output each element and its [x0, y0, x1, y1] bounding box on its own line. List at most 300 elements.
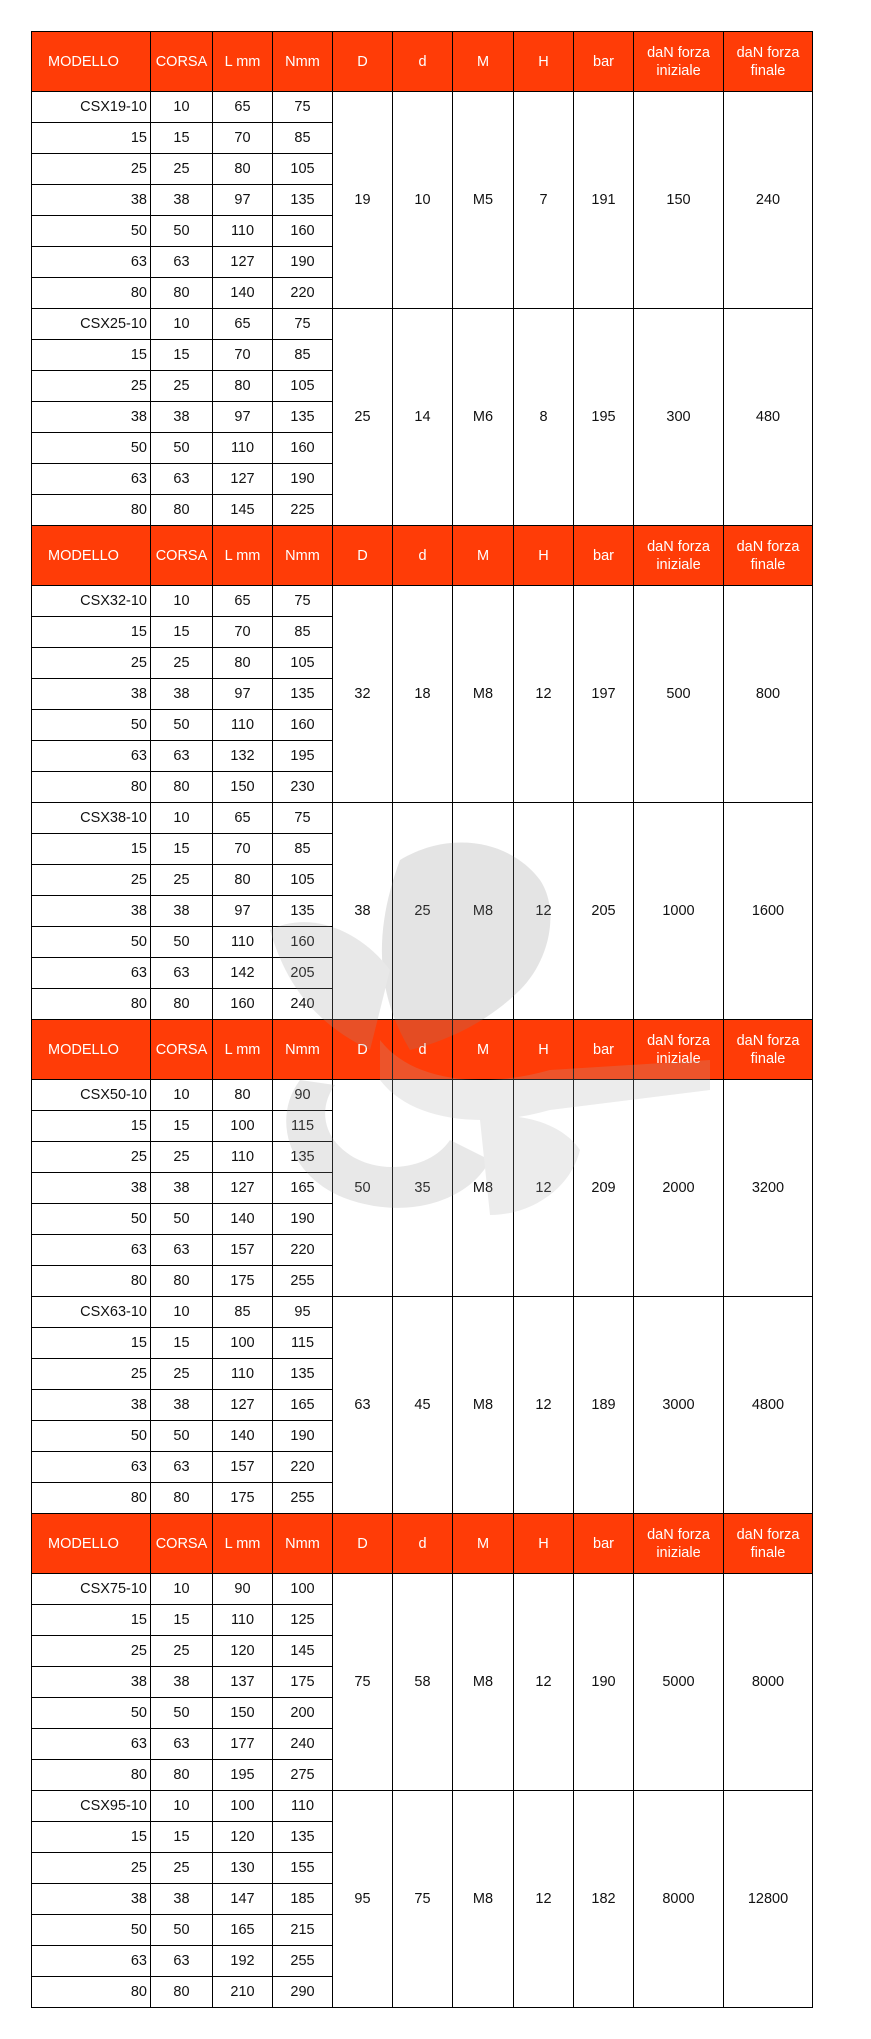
nmm-cell: 135 — [273, 1359, 333, 1390]
model-stroke-cell: 80 — [32, 772, 151, 803]
nmm-cell: 200 — [273, 1698, 333, 1729]
l-mm-cell: 127 — [213, 247, 273, 278]
model-stroke-cell: 25 — [32, 154, 151, 185]
l-mm-cell: 142 — [213, 958, 273, 989]
nmm-cell: 75 — [273, 309, 333, 340]
spec-m-cell: M5 — [453, 92, 514, 309]
nmm-cell: 175 — [273, 1667, 333, 1698]
spec-d-cell: 25 — [393, 803, 453, 1020]
nmm-cell: 85 — [273, 340, 333, 371]
corsa-cell: 25 — [151, 1853, 213, 1884]
corsa-cell: 25 — [151, 648, 213, 679]
l-mm-cell: 145 — [213, 495, 273, 526]
corsa-cell: 10 — [151, 92, 213, 123]
model-stroke-cell: 63 — [32, 464, 151, 495]
l-mm-cell: 132 — [213, 741, 273, 772]
nmm-cell: 230 — [273, 772, 333, 803]
l-mm-cell: 85 — [213, 1297, 273, 1328]
spec-ff-cell: 12800 — [724, 1791, 813, 2008]
corsa-cell: 38 — [151, 679, 213, 710]
l-mm-cell: 110 — [213, 1605, 273, 1636]
l-mm-cell: 127 — [213, 1173, 273, 1204]
l-mm-cell: 70 — [213, 834, 273, 865]
corsa-cell: 25 — [151, 1636, 213, 1667]
model-stroke-cell: 50 — [32, 1421, 151, 1452]
nmm-cell: 255 — [273, 1266, 333, 1297]
spec-d-cell: 95 — [333, 1791, 393, 2008]
nmm-cell: 185 — [273, 1884, 333, 1915]
corsa-cell: 15 — [151, 1111, 213, 1142]
header-cell: bar — [574, 1514, 634, 1574]
l-mm-cell: 130 — [213, 1853, 273, 1884]
model-stroke-cell: 63 — [32, 1452, 151, 1483]
spec-ff-cell: 1600 — [724, 803, 813, 1020]
l-mm-cell: 80 — [213, 154, 273, 185]
nmm-cell: 215 — [273, 1915, 333, 1946]
spec-table — [31, 31, 813, 2008]
l-mm-cell: 65 — [213, 309, 273, 340]
nmm-cell: 110 — [273, 1791, 333, 1822]
corsa-cell: 25 — [151, 1359, 213, 1390]
l-mm-cell: 120 — [213, 1822, 273, 1853]
corsa-cell: 50 — [151, 1698, 213, 1729]
header-cell: MODELLO — [32, 32, 151, 92]
table-row — [32, 1574, 813, 1605]
spec-d-cell: 25 — [333, 309, 393, 526]
header-cell: bar — [574, 526, 634, 586]
model-stroke-cell: 25 — [32, 1853, 151, 1884]
spec-ff-cell: 800 — [724, 586, 813, 803]
header-cell: d — [393, 32, 453, 92]
nmm-cell: 145 — [273, 1636, 333, 1667]
header-cell: bar — [574, 32, 634, 92]
corsa-cell: 80 — [151, 989, 213, 1020]
corsa-cell: 80 — [151, 1977, 213, 2008]
nmm-cell: 160 — [273, 433, 333, 464]
spec-d-cell: 45 — [393, 1297, 453, 1514]
model-stroke-cell: 80 — [32, 989, 151, 1020]
model-cell: CSX75-10 — [32, 1574, 151, 1605]
model-stroke-cell: 80 — [32, 1266, 151, 1297]
l-mm-cell: 110 — [213, 433, 273, 464]
nmm-cell: 135 — [273, 679, 333, 710]
table-row — [32, 803, 813, 834]
spec-d-cell: 14 — [393, 309, 453, 526]
model-stroke-cell: 80 — [32, 1977, 151, 2008]
header-cell: L mm — [213, 1020, 273, 1080]
l-mm-cell: 150 — [213, 772, 273, 803]
model-stroke-cell: 50 — [32, 216, 151, 247]
spec-h-cell: 8 — [514, 309, 574, 526]
header-cell: CORSA — [151, 526, 213, 586]
corsa-cell: 80 — [151, 278, 213, 309]
model-stroke-cell: 38 — [32, 679, 151, 710]
model-stroke-cell: 25 — [32, 1359, 151, 1390]
l-mm-cell: 80 — [213, 648, 273, 679]
model-cell: CSX50-10 — [32, 1080, 151, 1111]
table-row — [32, 1080, 813, 1111]
l-mm-cell: 157 — [213, 1235, 273, 1266]
l-mm-cell: 157 — [213, 1452, 273, 1483]
spec-d-cell: 75 — [393, 1791, 453, 2008]
header-cell: D — [333, 1514, 393, 1574]
corsa-cell: 15 — [151, 123, 213, 154]
header-cell: L mm — [213, 1514, 273, 1574]
model-stroke-cell: 63 — [32, 1235, 151, 1266]
header-cell: L mm — [213, 526, 273, 586]
header-cell: daN forza iniziale — [634, 526, 724, 586]
spec-bar-cell: 195 — [574, 309, 634, 526]
spec-bar-cell: 182 — [574, 1791, 634, 2008]
model-cell: CSX38-10 — [32, 803, 151, 834]
l-mm-cell: 100 — [213, 1111, 273, 1142]
table-row — [32, 1297, 813, 1328]
header-cell: MODELLO — [32, 526, 151, 586]
header-cell: Nmm — [273, 32, 333, 92]
table-header-row — [32, 1020, 813, 1080]
spec-fi-cell: 300 — [634, 309, 724, 526]
nmm-cell: 85 — [273, 617, 333, 648]
spec-h-cell: 12 — [514, 586, 574, 803]
header-cell: M — [453, 526, 514, 586]
model-stroke-cell: 15 — [32, 617, 151, 648]
nmm-cell: 115 — [273, 1328, 333, 1359]
nmm-cell: 75 — [273, 803, 333, 834]
header-cell: D — [333, 526, 393, 586]
model-stroke-cell: 50 — [32, 433, 151, 464]
corsa-cell: 63 — [151, 958, 213, 989]
corsa-cell: 15 — [151, 1605, 213, 1636]
header-cell: MODELLO — [32, 1514, 151, 1574]
l-mm-cell: 97 — [213, 679, 273, 710]
header-cell: D — [333, 32, 393, 92]
nmm-cell: 105 — [273, 154, 333, 185]
spec-fi-cell: 3000 — [634, 1297, 724, 1514]
model-stroke-cell: 38 — [32, 185, 151, 216]
header-cell: H — [514, 526, 574, 586]
corsa-cell: 10 — [151, 1080, 213, 1111]
corsa-cell: 38 — [151, 185, 213, 216]
model-stroke-cell: 25 — [32, 865, 151, 896]
header-cell: D — [333, 1020, 393, 1080]
spec-m-cell: M8 — [453, 1791, 514, 2008]
l-mm-cell: 165 — [213, 1915, 273, 1946]
nmm-cell: 100 — [273, 1574, 333, 1605]
corsa-cell: 50 — [151, 1421, 213, 1452]
nmm-cell: 255 — [273, 1946, 333, 1977]
spec-bar-cell: 190 — [574, 1574, 634, 1791]
nmm-cell: 95 — [273, 1297, 333, 1328]
l-mm-cell: 70 — [213, 123, 273, 154]
l-mm-cell: 110 — [213, 1142, 273, 1173]
l-mm-cell: 160 — [213, 989, 273, 1020]
corsa-cell: 80 — [151, 495, 213, 526]
nmm-cell: 75 — [273, 92, 333, 123]
corsa-cell: 25 — [151, 371, 213, 402]
spec-fi-cell: 1000 — [634, 803, 724, 1020]
spec-h-cell: 7 — [514, 92, 574, 309]
header-cell: daN forza finale — [724, 32, 813, 92]
spec-fi-cell: 8000 — [634, 1791, 724, 2008]
corsa-cell: 50 — [151, 710, 213, 741]
nmm-cell: 135 — [273, 1142, 333, 1173]
header-cell: M — [453, 32, 514, 92]
corsa-cell: 25 — [151, 865, 213, 896]
header-cell: d — [393, 526, 453, 586]
nmm-cell: 105 — [273, 371, 333, 402]
corsa-cell: 50 — [151, 927, 213, 958]
spec-ff-cell: 4800 — [724, 1297, 813, 1514]
nmm-cell: 190 — [273, 1204, 333, 1235]
spec-bar-cell: 205 — [574, 803, 634, 1020]
spec-d-cell: 58 — [393, 1574, 453, 1791]
spec-fi-cell: 5000 — [634, 1574, 724, 1791]
model-stroke-cell: 15 — [32, 1822, 151, 1853]
spec-ff-cell: 8000 — [724, 1574, 813, 1791]
nmm-cell: 290 — [273, 1977, 333, 2008]
table-header-row — [32, 32, 813, 92]
header-cell: daN forza finale — [724, 526, 813, 586]
model-stroke-cell: 63 — [32, 741, 151, 772]
table-row — [32, 586, 813, 617]
header-cell: Nmm — [273, 526, 333, 586]
model-stroke-cell: 25 — [32, 1636, 151, 1667]
model-stroke-cell: 38 — [32, 402, 151, 433]
spec-d-cell: 35 — [393, 1080, 453, 1297]
header-cell: daN forza iniziale — [634, 1020, 724, 1080]
header-cell: daN forza iniziale — [634, 32, 724, 92]
corsa-cell: 63 — [151, 247, 213, 278]
model-stroke-cell: 38 — [32, 1173, 151, 1204]
model-stroke-cell: 63 — [32, 958, 151, 989]
corsa-cell: 50 — [151, 433, 213, 464]
nmm-cell: 85 — [273, 123, 333, 154]
corsa-cell: 80 — [151, 1266, 213, 1297]
nmm-cell: 220 — [273, 278, 333, 309]
nmm-cell: 240 — [273, 989, 333, 1020]
spec-d-cell: 10 — [393, 92, 453, 309]
l-mm-cell: 175 — [213, 1266, 273, 1297]
header-cell: Nmm — [273, 1020, 333, 1080]
l-mm-cell: 120 — [213, 1636, 273, 1667]
table-row — [32, 309, 813, 340]
nmm-cell: 135 — [273, 896, 333, 927]
corsa-cell: 10 — [151, 1297, 213, 1328]
model-stroke-cell: 38 — [32, 896, 151, 927]
header-cell: H — [514, 1020, 574, 1080]
header-cell: H — [514, 32, 574, 92]
nmm-cell: 190 — [273, 247, 333, 278]
spec-ff-cell: 3200 — [724, 1080, 813, 1297]
nmm-cell: 160 — [273, 216, 333, 247]
nmm-cell: 165 — [273, 1173, 333, 1204]
nmm-cell: 155 — [273, 1853, 333, 1884]
corsa-cell: 80 — [151, 1760, 213, 1791]
l-mm-cell: 97 — [213, 185, 273, 216]
l-mm-cell: 137 — [213, 1667, 273, 1698]
model-stroke-cell: 50 — [32, 1698, 151, 1729]
spec-d-cell: 38 — [333, 803, 393, 1020]
model-stroke-cell: 25 — [32, 371, 151, 402]
corsa-cell: 15 — [151, 834, 213, 865]
spec-m-cell: M8 — [453, 1574, 514, 1791]
corsa-cell: 10 — [151, 1574, 213, 1605]
l-mm-cell: 80 — [213, 371, 273, 402]
spec-bar-cell: 197 — [574, 586, 634, 803]
nmm-cell: 255 — [273, 1483, 333, 1514]
corsa-cell: 38 — [151, 402, 213, 433]
model-stroke-cell: 80 — [32, 278, 151, 309]
corsa-cell: 38 — [151, 1173, 213, 1204]
spec-d-cell: 63 — [333, 1297, 393, 1514]
spec-ff-cell: 480 — [724, 309, 813, 526]
corsa-cell: 10 — [151, 1791, 213, 1822]
model-stroke-cell: 38 — [32, 1390, 151, 1421]
spec-d-cell: 18 — [393, 586, 453, 803]
nmm-cell: 90 — [273, 1080, 333, 1111]
model-stroke-cell: 50 — [32, 1915, 151, 1946]
l-mm-cell: 90 — [213, 1574, 273, 1605]
header-cell: CORSA — [151, 1020, 213, 1080]
table-header-row — [32, 1514, 813, 1574]
l-mm-cell: 100 — [213, 1328, 273, 1359]
l-mm-cell: 127 — [213, 1390, 273, 1421]
nmm-cell: 115 — [273, 1111, 333, 1142]
nmm-cell: 135 — [273, 402, 333, 433]
corsa-cell: 63 — [151, 1946, 213, 1977]
corsa-cell: 10 — [151, 803, 213, 834]
spec-h-cell: 12 — [514, 1080, 574, 1297]
table-row — [32, 92, 813, 123]
spec-d-cell: 32 — [333, 586, 393, 803]
spec-d-cell: 75 — [333, 1574, 393, 1791]
l-mm-cell: 177 — [213, 1729, 273, 1760]
spec-bar-cell: 191 — [574, 92, 634, 309]
l-mm-cell: 65 — [213, 586, 273, 617]
nmm-cell: 160 — [273, 927, 333, 958]
corsa-cell: 50 — [151, 1204, 213, 1235]
spec-d-cell: 50 — [333, 1080, 393, 1297]
model-stroke-cell: 15 — [32, 1111, 151, 1142]
spec-h-cell: 12 — [514, 1791, 574, 2008]
l-mm-cell: 140 — [213, 1204, 273, 1235]
nmm-cell: 190 — [273, 464, 333, 495]
corsa-cell: 50 — [151, 216, 213, 247]
model-stroke-cell: 38 — [32, 1884, 151, 1915]
spec-m-cell: M8 — [453, 1297, 514, 1514]
header-cell: M — [453, 1514, 514, 1574]
nmm-cell: 190 — [273, 1421, 333, 1452]
table-header-row — [32, 526, 813, 586]
spec-h-cell: 12 — [514, 1574, 574, 1791]
l-mm-cell: 150 — [213, 1698, 273, 1729]
l-mm-cell: 80 — [213, 1080, 273, 1111]
model-stroke-cell: 15 — [32, 1328, 151, 1359]
spec-fi-cell: 2000 — [634, 1080, 724, 1297]
corsa-cell: 38 — [151, 1884, 213, 1915]
l-mm-cell: 147 — [213, 1884, 273, 1915]
model-cell: CSX32-10 — [32, 586, 151, 617]
corsa-cell: 10 — [151, 309, 213, 340]
header-cell: Nmm — [273, 1514, 333, 1574]
spec-fi-cell: 500 — [634, 586, 724, 803]
corsa-cell: 80 — [151, 772, 213, 803]
header-cell: daN forza iniziale — [634, 1514, 724, 1574]
spec-m-cell: M8 — [453, 1080, 514, 1297]
model-stroke-cell: 63 — [32, 1729, 151, 1760]
l-mm-cell: 65 — [213, 803, 273, 834]
spec-m-cell: M8 — [453, 803, 514, 1020]
corsa-cell: 25 — [151, 154, 213, 185]
corsa-cell: 15 — [151, 1328, 213, 1359]
corsa-cell: 25 — [151, 1142, 213, 1173]
corsa-cell: 63 — [151, 464, 213, 495]
table-row — [32, 1791, 813, 1822]
model-cell: CSX25-10 — [32, 309, 151, 340]
l-mm-cell: 210 — [213, 1977, 273, 2008]
model-stroke-cell: 15 — [32, 834, 151, 865]
corsa-cell: 63 — [151, 1235, 213, 1266]
l-mm-cell: 195 — [213, 1760, 273, 1791]
model-cell: CSX95-10 — [32, 1791, 151, 1822]
header-cell: MODELLO — [32, 1020, 151, 1080]
header-cell: daN forza finale — [724, 1514, 813, 1574]
l-mm-cell: 97 — [213, 402, 273, 433]
corsa-cell: 10 — [151, 586, 213, 617]
model-cell: CSX63-10 — [32, 1297, 151, 1328]
model-stroke-cell: 15 — [32, 1605, 151, 1636]
l-mm-cell: 100 — [213, 1791, 273, 1822]
nmm-cell: 225 — [273, 495, 333, 526]
header-cell: bar — [574, 1020, 634, 1080]
model-stroke-cell: 38 — [32, 1667, 151, 1698]
spec-ff-cell: 240 — [724, 92, 813, 309]
corsa-cell: 63 — [151, 741, 213, 772]
l-mm-cell: 110 — [213, 1359, 273, 1390]
corsa-cell: 50 — [151, 1915, 213, 1946]
header-cell: M — [453, 1020, 514, 1080]
l-mm-cell: 65 — [213, 92, 273, 123]
header-cell: L mm — [213, 32, 273, 92]
spec-h-cell: 12 — [514, 1297, 574, 1514]
corsa-cell: 15 — [151, 617, 213, 648]
model-stroke-cell: 50 — [32, 1204, 151, 1235]
nmm-cell: 75 — [273, 586, 333, 617]
nmm-cell: 105 — [273, 648, 333, 679]
spec-sheet — [31, 31, 813, 2008]
l-mm-cell: 140 — [213, 278, 273, 309]
model-stroke-cell: 15 — [32, 123, 151, 154]
model-stroke-cell: 80 — [32, 1760, 151, 1791]
nmm-cell: 205 — [273, 958, 333, 989]
header-cell: H — [514, 1514, 574, 1574]
spec-d-cell: 19 — [333, 92, 393, 309]
model-stroke-cell: 15 — [32, 340, 151, 371]
model-stroke-cell: 80 — [32, 1483, 151, 1514]
header-cell: daN forza finale — [724, 1020, 813, 1080]
spec-m-cell: M6 — [453, 309, 514, 526]
corsa-cell: 80 — [151, 1483, 213, 1514]
nmm-cell: 240 — [273, 1729, 333, 1760]
corsa-cell: 38 — [151, 1390, 213, 1421]
corsa-cell: 38 — [151, 896, 213, 927]
l-mm-cell: 110 — [213, 927, 273, 958]
corsa-cell: 38 — [151, 1667, 213, 1698]
header-cell: d — [393, 1514, 453, 1574]
nmm-cell: 275 — [273, 1760, 333, 1791]
l-mm-cell: 192 — [213, 1946, 273, 1977]
nmm-cell: 220 — [273, 1235, 333, 1266]
